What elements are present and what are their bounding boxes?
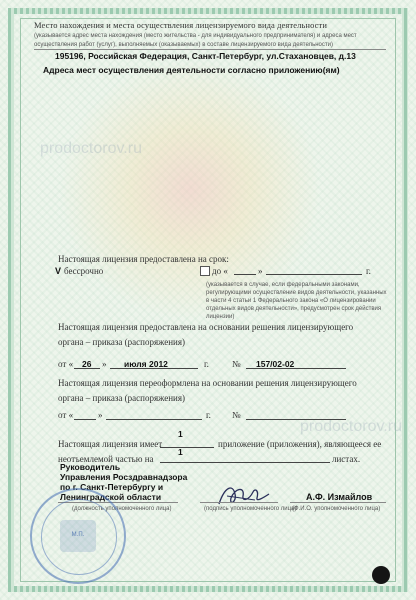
watermark-bottom: prodoctorov.ru [300,418,402,435]
head-title-1: Руководитель [60,462,121,472]
term-check-mark: V [55,266,62,276]
name-caption: (Ф.И.О. уполномоченного лица) [292,506,381,512]
basis-number-label: № [232,359,241,369]
basis-year-suffix: г. [204,359,209,369]
head-title-3: по г. Санкт-Петербургу и [60,482,164,492]
basis-line-2: органа – приказа (распоряжения) [58,337,185,347]
term-label: Настоящая лицензия предоставлена на срок: [58,254,229,264]
location-subcaption-1: (указывается адрес места нахождения (место жительства - для индивидуального предпринимателя) и адреса мест [34,33,357,39]
signature-caption: (подпись уполномоченного лица) [204,506,297,512]
seal-mp-label: М.П. [71,532,85,538]
appendix-text: приложение (приложения), являющееся ее [218,439,382,449]
term-note-5: лицензии) [206,314,235,320]
reissue-month-line [106,419,202,420]
term-note-3: в части 4 статьи 1 Федерального закона «О лицензировании [206,298,376,304]
term-note-4: отдельных видов деятельности», предусмотрен срок действия [206,306,382,312]
term-unlimited: бессрочно [64,266,104,276]
basis-order-number: 157/02-02 [256,359,295,369]
term-until-label: до « [212,266,228,276]
sheets-suffix: листах. [332,454,361,464]
basis-day-line [74,368,100,369]
basis-close-quote: » [102,359,107,369]
term-until-quote: » [258,266,263,276]
reissue-day-line [74,419,96,420]
term-until-checkbox [200,266,210,276]
reissue-from-label: от « [58,410,74,420]
basis-day: 26 [82,359,92,369]
reissue-year-suffix: г. [206,410,211,420]
basis-month-year: июля 2012 [124,359,168,369]
official-seal [30,488,126,584]
head-title-2: Управления Росздравнадзора [60,472,188,482]
reissue-close-quote: » [98,410,103,420]
official-name: А.Ф. Измайлов [306,492,373,502]
term-year-suffix: г. [366,266,371,276]
punch-hole [372,566,390,584]
term-day-line [234,274,256,275]
sheets-count: 1 [178,447,183,457]
sheets-line [160,462,330,463]
basis-number-line [246,368,346,369]
term-month-line [266,274,362,275]
sheets-prefix: неотъемлемой частью на [58,454,154,464]
address-line: 195196, Российская Федерация, Санкт-Петербург, ул.Стахановцев, д.13 [55,51,356,61]
reissue-line-1: Настоящая лицензия переоформлена на основании решения лицензирующего [58,378,357,388]
head-title-4: Ленинградской области [60,492,162,502]
reissue-number-line [246,419,346,420]
basis-month-line [110,368,198,369]
appendix-count: 1 [178,429,183,439]
reissue-line-2: органа – приказа (распоряжения) [58,393,185,403]
location-subcaption-2: осуществления работ (услуг), выполняемых (оказываемых) в составе лицензируемого вида деятельности) [34,42,333,48]
appendix-line: Настоящая лицензия имеет [58,439,163,449]
address-appendix-line: Адреса мест осуществления деятельности согласно приложению(ям) [43,65,340,75]
head-caption: (должность уполномоченного лица) [72,506,172,512]
basis-from-label: от « [58,359,74,369]
term-note-1: (указывается в случае, если федеральными законами, [206,282,360,288]
name-line [290,502,386,503]
watermark-top: prodoctorov.ru [40,140,142,157]
location-heading: Место нахождения и места осуществления лицензируемого вида деятельности [34,20,327,30]
signature-line [200,502,278,503]
appendix-count-line [160,447,214,448]
location-rule [34,49,386,50]
term-note-2: регулирующими осуществление видов деятельности, указанных [206,290,387,296]
basis-line-1: Настоящая лицензия предоставлена на основании решения лицензирующего [58,322,354,332]
reissue-number-label: № [232,410,241,420]
